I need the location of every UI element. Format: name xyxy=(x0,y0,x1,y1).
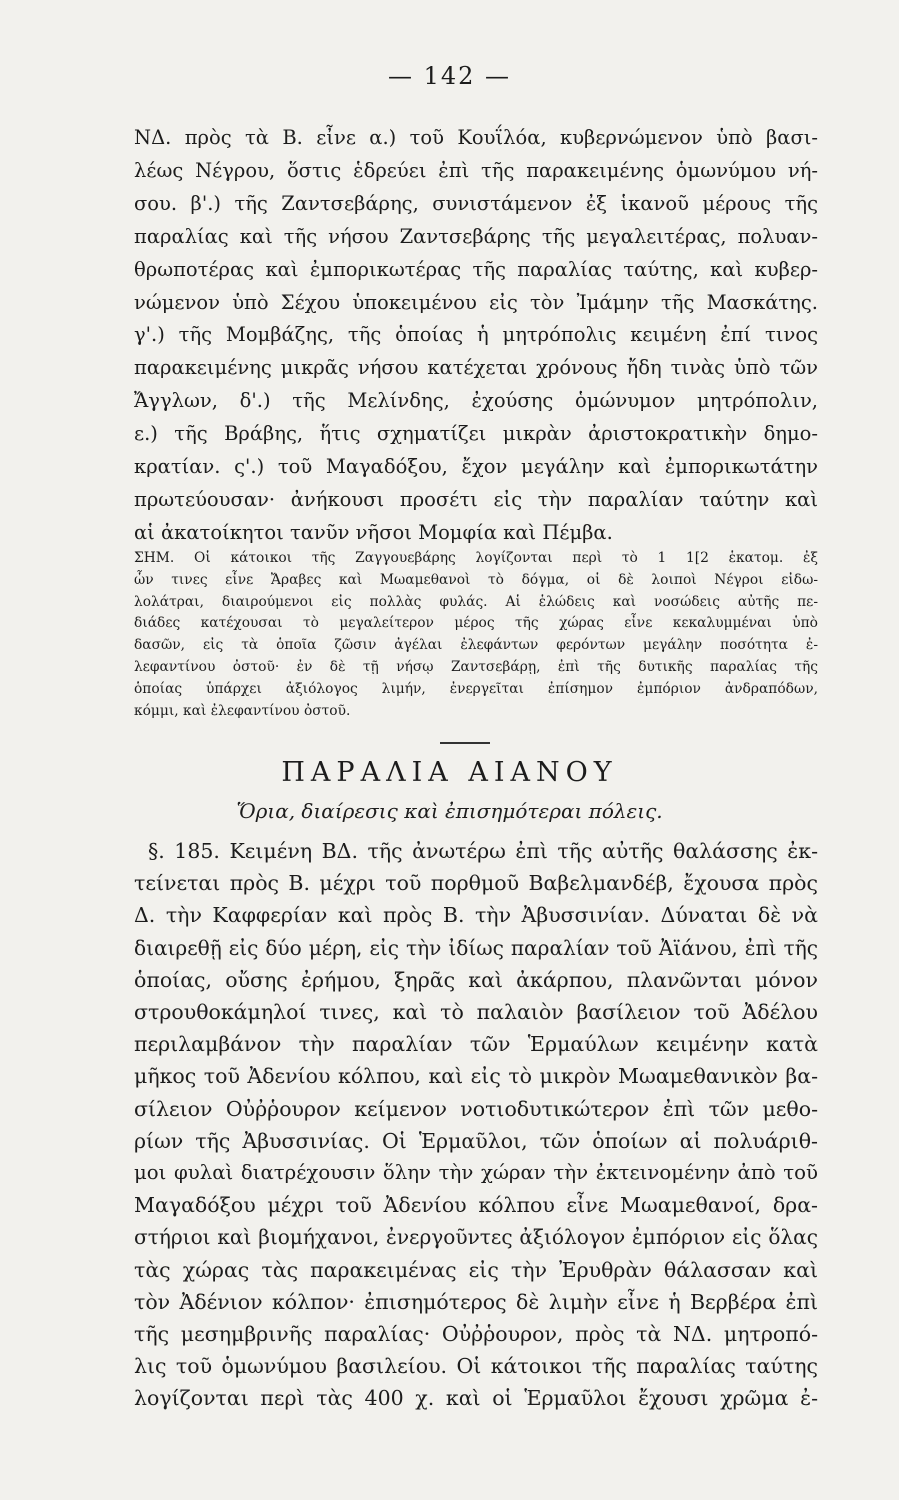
note-line: λολάτραι, διαιρούμενοι εἰς πολλὰς φυλάς. Αἱ ἑλώδεις καὶ νοσώδεις αὐτῆς πε- xyxy=(134,593,818,610)
text-line: νώμενον ὑπὸ Σέχου ὑποκειμένου εἰς τὸν Ἰμάμην τῆς Μασκάτης. xyxy=(134,290,818,314)
text-line: στήριοι καὶ βιομήχανοι, ἐνεργοῦντες ἀξιόλογον ἐμπόριον εἰς ὅλας xyxy=(134,1225,818,1250)
text-line: αἱ ἀκατοίκητοι τανῦν νῆσοι Μομφία καὶ Πέμβα. xyxy=(134,520,613,544)
section-185-paragraph xyxy=(134,835,818,1415)
note-line: δασῶν, εἰς τὰ ὁποῖα ζῶσιν ἀγέλαι ἐλεφάντων φερόντων μεγάλην ποσότητα ἐ- xyxy=(134,637,818,654)
text-line: λογίζονται περὶ τὰς 400 χ. καὶ οἱ Ἑρμαῦλοι ἔχουσι χρῶμα ἐ- xyxy=(134,1386,818,1411)
note-line: διάδες κατέχουσαι τὸ μεγαλείτερον μέρος τῆς χώρας εἶνε κεκαλυμμέναι ὑπὸ xyxy=(134,615,818,632)
text-line: στρουθοκάμηλοί τινες, καὶ τὸ παλαιὸν βασίλειον τοῦ Ἀδέλου xyxy=(134,1000,818,1025)
text-line: περιλαμβάνον τὴν παραλίαν τῶν Ἑρμαύλων κειμένην κατὰ xyxy=(134,1032,818,1057)
text-line: σίλειον Οὐῤῥουρον κείμενον νοτιοδυτικώτερον ἐπὶ τῶν μεθο- xyxy=(134,1096,818,1121)
paragraph-zanzibar-states xyxy=(134,122,818,550)
text-line: πρωτεύουσαν· ἀνήκουσι προσέτι εἰς τὴν παραλίαν ταύτην καὶ xyxy=(134,487,818,511)
note-line: ὁποίας ὑπάρχει ἀξιόλογος λιμήν, ἐνεργεῖται ἐπίσημον ἐμπόριον ἀνδραπόδων, xyxy=(134,680,818,697)
text-line: τὰς χώρας τὰς παρακειμένας εἰς τὴν Ἐρυθρὰν θάλασσαν καὶ xyxy=(134,1257,818,1282)
section-divider xyxy=(440,742,490,744)
note-line: λεφαντίνου ὀστοῦ· ἐν δὲ τῇ νήσῳ Ζαντσεβάρῃ, ἐπὶ τῆς δυτικῆς παραλίας τῆς xyxy=(134,658,818,675)
text-line: μῆκος τοῦ Ἀδενίου κόλπου, καὶ εἰς τὸ μικρὸν Μωαμεθανικὸν βα- xyxy=(134,1064,818,1089)
text-line: παραλίας καὶ τῆς νήσου Ζαντσεβάρης τῆς μεγαλειτέρας, πολυαν- xyxy=(134,224,818,248)
note-line: ΣΗΜ. Οἱ κάτοικοι τῆς Ζαγγουεβάρης λογίζονται περὶ τὸ 1 1[2 ἑκατομ. ἐξ xyxy=(134,550,818,566)
note-paragraph xyxy=(134,548,818,722)
text-line: παρακειμένης μικρᾶς νήσου κατέχεται χρόνους ἤδη τινὰς ὑπὸ τῶν xyxy=(134,356,818,380)
text-line: τείνεται πρὸς Β. μέχρι τοῦ πορθμοῦ Βαβελμανδέβ, ἔχουσα πρὸς xyxy=(134,871,818,896)
text-line: Μαγαδόξου μέχρι τοῦ Ἀδενίου κόλπου εἶνε Μωαμεθανοί, δρα- xyxy=(134,1193,818,1218)
text-line: ρίων τῆς Ἀβυσσινίας. Οἱ Ἑρμαῦλοι, τῶν ὁποίων αἱ πολυάριθ- xyxy=(134,1128,818,1153)
text-line: γ'.) τῆς Μομβάζης, τῆς ὁποίας ἡ μητρόπολις κειμένη ἐπί τινος xyxy=(134,323,818,347)
text-line: διαιρεθῇ εἰς δύο μέρη, εἰς τὴν ἰδίως παραλίαν τοῦ Ἀϊάνου, ἐπὶ τῆς xyxy=(134,935,818,960)
text-line: μοι φυλαὶ διατρέχουσιν ὅλην τὴν χώραν τὴν ἐκτεινομένην ἀπὸ τοῦ xyxy=(134,1161,818,1185)
text-line: κρατίαν. ς'.) τοῦ Μαγαδόξου, ἔχον μεγάλην καὶ ἐμπορικωτάτην xyxy=(134,455,818,479)
text-line: ε.) τῆς Βράβης, ἥτις σχηματίζει μικρὰν ἀριστοκρατικὴν δημο- xyxy=(134,422,818,446)
note-line: ὧν τινες εἶνε Ἄραβες καὶ Μωαμεθανοὶ τὸ δόγμα, οἱ δὲ λοιποὶ Νέγροι εἰδω- xyxy=(134,571,818,588)
text-line: Δ. τὴν Καφφερίαν καὶ πρὸς Β. τὴν Ἀβυσσινίαν. Δύναται δὲ νὰ xyxy=(134,903,818,928)
text-line: τὸν Ἀδένιον κόλπον· ἐπισημότερος δὲ λιμὴν εἶνε ἡ Βερβέρα ἐπὶ xyxy=(134,1289,818,1314)
text-line: τῆς μεσημβρινῆς παραλίας· Οὐῤῥουρον, πρὸς τὰ ΝΔ. μητροπό- xyxy=(134,1322,818,1347)
section-heading: ΠΑΡΑΛΙΑ ΑΙΑΝΟΥ xyxy=(281,757,618,788)
text-line: λις τοῦ ὁμωνύμου βασιλείου. Οἱ κάτοικοι τῆς παραλίας ταύτης xyxy=(134,1354,818,1379)
text-line: §. 185. Κειμένη ΒΔ. τῆς ἀνωτέρω ἐπὶ τῆς αὐτῆς θαλάσσης ἐκ- xyxy=(148,839,818,863)
section-subheading: Ὅρια, διαίρεσις καὶ ἐπισημότεραι πόλεις. xyxy=(236,799,663,823)
text-line: ὁποίας, οὔσης ἐρήμου, ξηρᾶς καὶ ἀκάρπου, πλανῶνται μόνον xyxy=(134,967,818,992)
note-line: κόμμι, καὶ ἐλεφαντίνου ὀστοῦ. xyxy=(134,702,351,719)
text-line: θρωποτέρας καὶ ἐμπορικωτέρας τῆς παραλίας ταύτης, καὶ κυβερ- xyxy=(134,257,818,281)
text-line: λέως Νέγρου, ὅστις ἑδρεύει ἐπὶ τῆς παρακειμένης ὁμωνύμου νή- xyxy=(134,158,818,182)
text-line: Ἄγγλων, δ'.) τῆς Μελίνδης, ἐχούσης ὁμώνυμον μητρόπολιν, xyxy=(134,389,818,413)
text-line: ΝΔ. πρὸς τὰ Β. εἶνε α.) τοῦ Κουΐλόα, κυβερνώμενον ὑπὸ βασι- xyxy=(134,126,818,149)
page-number: — 142 — xyxy=(387,62,512,90)
text-line: σου. β'.) τῆς Ζαντσεβάρης, συνιστάμενον ἐξ ἱκανοῦ μέρους τῆς xyxy=(134,191,818,215)
